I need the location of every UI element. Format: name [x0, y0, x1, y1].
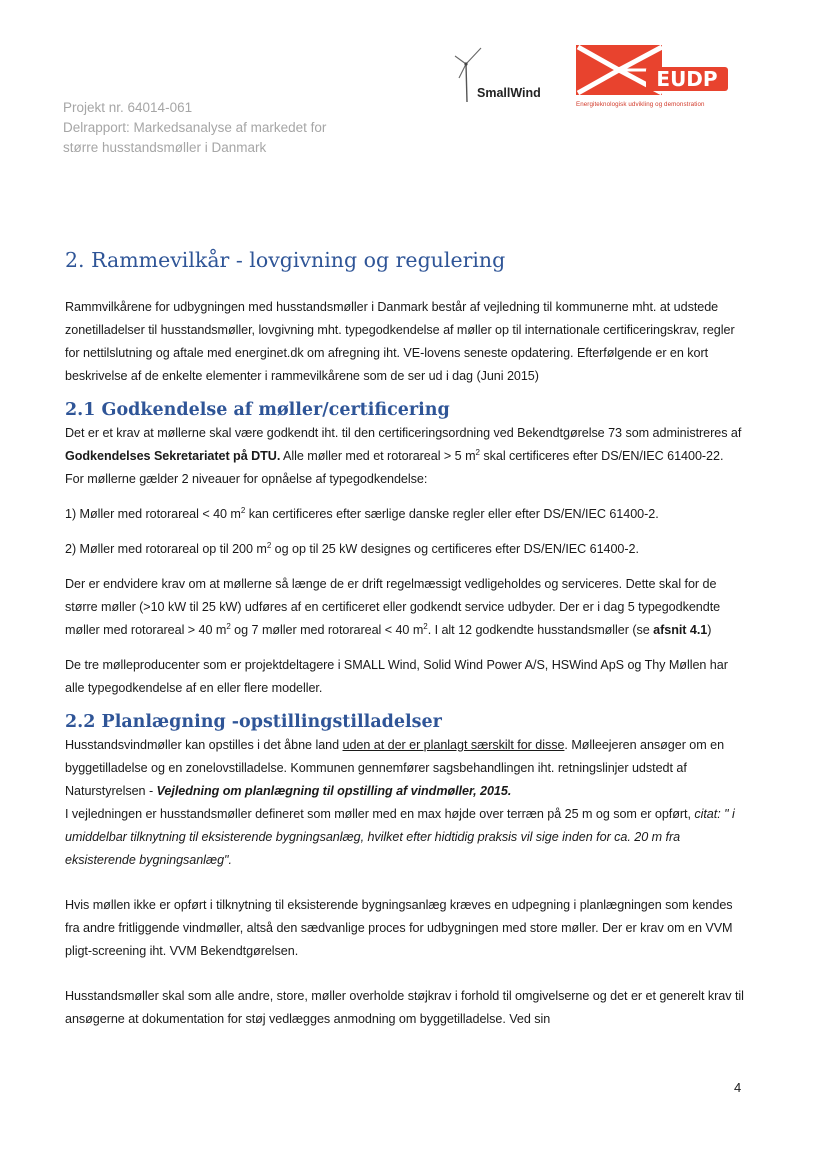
eudp-logo-mark — [574, 43, 734, 101]
section-2-2-paragraph-4: Husstandsmøller skal som alle andre, store, møller overholde støjkrav i forhold til omgivelserne og det er et generelt krav til ansøgerne at dokumentation for støj vedlægges anmodning om byggetilladelse. Ved sin — [65, 989, 744, 1026]
list-item-1: 1) Møller med rotorareal < 40 $m^2$ kan certificeres efter særlige danske regler eller efter DS/EN/IEC 61400-2. — [65, 505, 659, 521]
smallwind-logo-text: SmallWind — [477, 86, 541, 100]
page-number: 4 — [734, 1080, 742, 1095]
report-header — [63, 98, 393, 158]
document-body — [65, 248, 745, 1031]
list-item-2: 2) Møller med rotorareal op til 200 $m^2$ og op til 25 kW designes og certificeres efter DS/EN/IEC 61400-2. — [65, 540, 639, 556]
report-title-line-1: Delrapport: Markedsanalyse af markedet for — [63, 120, 327, 135]
section-2-intro: Rammvilkårene for udbygningen med husstandsmøller i Danmark består af vejledning til kommunerne mht. at udstede zonetilladelser til husstandsmøller, lovgivning mht. typegodkendelse af møller op til internationale certificeringskrav, regler for nettilslutning og aftale med energinet.dk om afregning iht. VE-lovens seneste opdatering. Efterfølgende er en kort beskrivelse af de enkelte elementer i rammevilkårene som de ser ud i dag (Juni 2015) — [65, 300, 735, 383]
section-2-2-title: 2.2 Planlægning -opstillingstilladelser — [65, 712, 442, 732]
section-2-2-paragraph-1: Husstandsvindmøller kan opstilles i det åbne land uden at der er planlagt særskilt for disse. Mølleejeren ansøger om en byggetilladelse og en zonelovstilladelse. Kommunen gennemfører sagsbehandlingen iht. retningslinjer udstedt af Naturstyrelsen - Vejledning om planlægning til opstilling af vindmøller, 2015. — [65, 738, 725, 798]
section-2-2-paragraph-3: Hvis møllen ikke er opført i tilknytning til eksisterende bygningsanlæg kræves en udpegning i planlægningen som kendes fra andre fritliggende vindmøller, altså den sædvanlige proces for udbygningen med store møller. Der er krav om en VVM pligt-screening iht. VVM Bekendtgørelsen. — [65, 898, 733, 958]
section-2-2-paragraph-2: I vejledningen er husstandsmøller defineret som møller med en max højde over terræn på 25 m og som er opført, citat: " i umiddelbar tilknytning til eksisterende bygningsanlæg, hvilket efter hidtidig praksis vil sige inden for ca. 20 m fra eksisterende bygningsanlæg". — [65, 807, 735, 867]
project-number: Projekt nr. 64014-061 — [63, 100, 193, 115]
report-title-line-2: større husstandsmøller i Danmark — [63, 140, 267, 155]
eudp-logo-text: EUDP — [656, 67, 718, 91]
eudp-logo — [574, 43, 734, 113]
section-2-1-title: 2.1 Godkendelse af møller/certificering — [65, 400, 450, 420]
smallwind-logo — [453, 46, 553, 108]
eudp-tagline: Energiteknologisk udvikling og demonstration — [576, 101, 705, 108]
section-2-1-paragraph-2: Der er endvidere krav om at møllerne så længe de er drift regelmæssigt vedligeholdes og serviceres. Dette skal for de større møller (>10 kW til 25 kW) udføres af en certificeret eller godkendt service udbyder. Der er i dag 5 typegodkendte møller med rotorareal > 40 $m^2$ og 7 møller med rotorareal < 40 $m^2$. I alt 12 godkendte husstandsmøller (se afsnit 4.1) — [65, 577, 721, 637]
section-2-1-paragraph-1: Det er et krav at møllerne skal være godkendt iht. til den certificeringsordning ved Bekendtgørelse 73 som administreres af Godkendelses Sekretariatet på DTU. Alle møller med et rotorareal > 5 $m^2$ skal certificeres efter DS/EN/IEC 61400-22. For møllerne gælder 2 niveauer for opnåelse af typegodkendelse: — [65, 426, 742, 486]
section-2-title: 2. Rammevilkår - lovgivning og regulering — [65, 248, 506, 272]
section-2-1-paragraph-3: De tre mølleproducenter som er projektdeltagere i SMALL Wind, Solid Wind Power A/S, HSWind ApS og Thy Møllen har alle typegodkendelse af en eller flere modeller. — [65, 658, 728, 695]
